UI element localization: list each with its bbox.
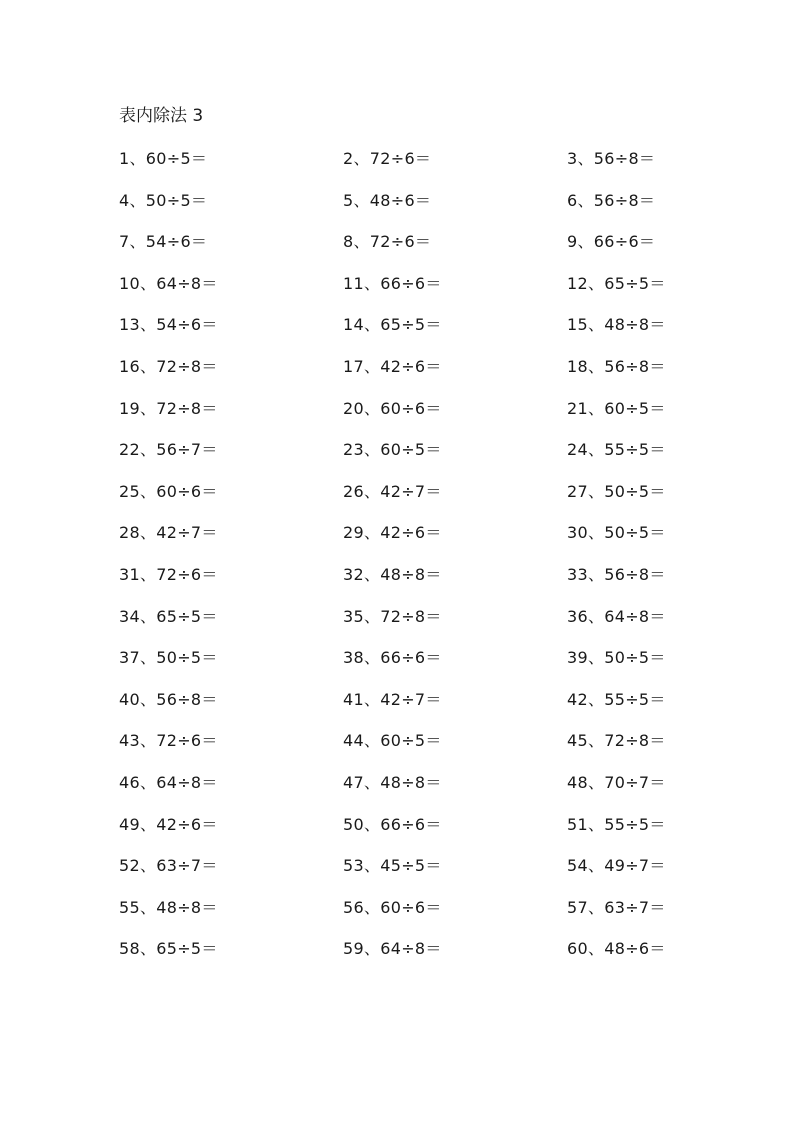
division-problem: 45、72÷8＝ [567,731,666,751]
division-problem: 7、54÷6＝ [119,232,208,252]
division-problem: 58、65÷5＝ [119,939,218,959]
division-problem: 40、56÷8＝ [119,689,218,709]
division-problem: 29、42÷6＝ [343,523,442,543]
division-problem: 59、64÷8＝ [343,939,442,959]
division-problem: 37、50÷5＝ [119,648,218,668]
division-problem: 54、49÷7＝ [567,856,666,876]
division-problem: 20、60÷6＝ [343,398,442,418]
division-problem: 35、72÷8＝ [343,606,442,626]
division-problem: 50、66÷6＝ [343,814,442,834]
division-problem: 15、48÷8＝ [567,315,666,335]
division-problem: 55、48÷8＝ [119,897,218,917]
division-problem: 4、50÷5＝ [119,190,208,210]
worksheet-title: 表内除法 3 [119,106,204,126]
division-problem: 21、60÷5＝ [567,398,666,418]
division-problem: 39、50÷5＝ [567,648,666,668]
division-problem: 3、56÷8＝ [567,149,656,168]
division-problem: 19、72÷8＝ [119,398,218,418]
division-problem: 41、42÷7＝ [343,689,442,709]
division-problem: 28、42÷7＝ [119,523,218,543]
division-problem: 33、56÷8＝ [567,564,666,584]
division-problem: 32、48÷8＝ [343,564,442,584]
division-problem: 49、42÷6＝ [119,814,218,834]
division-problem: 51、55÷5＝ [567,814,666,834]
division-problem: 24、55÷5＝ [567,440,666,460]
division-problem: 16、72÷8＝ [119,356,218,376]
division-problem: 25、60÷6＝ [119,481,218,501]
division-problem: 10、64÷8＝ [119,273,218,293]
division-problem: 44、60÷5＝ [343,731,442,751]
division-problem: 56、60÷6＝ [343,897,442,917]
division-problem: 34、65÷5＝ [119,606,218,626]
division-problem: 18、56÷8＝ [567,356,666,376]
division-problem: 5、48÷6＝ [343,190,432,210]
division-problem: 13、54÷6＝ [119,315,218,335]
division-problem: 46、64÷8＝ [119,772,218,792]
division-problem: 47、48÷8＝ [343,772,442,792]
problem-grid [119,147,719,979]
division-problem: 48、70÷7＝ [567,772,666,792]
division-problem: 43、72÷6＝ [119,731,218,751]
division-problem: 27、50÷5＝ [567,481,666,501]
division-problem: 30、50÷5＝ [567,523,666,543]
division-problem: 9、66÷6＝ [567,232,656,252]
division-problem: 57、63÷7＝ [567,897,666,917]
division-problem: 42、55÷5＝ [567,689,666,709]
division-problem: 2、72÷6＝ [343,149,432,168]
division-problem: 12、65÷5＝ [567,273,666,293]
division-problem: 1、60÷5＝ [119,149,208,168]
division-problem: 26、42÷7＝ [343,481,442,501]
division-problem: 23、60÷5＝ [343,440,442,460]
division-problem: 6、56÷8＝ [567,190,656,210]
division-problem: 17、42÷6＝ [343,356,442,376]
division-problem: 36、64÷8＝ [567,606,666,626]
division-problem: 22、56÷7＝ [119,440,218,460]
division-problem: 38、66÷6＝ [343,648,442,668]
division-problem: 60、48÷6＝ [567,939,666,959]
division-problem: 11、66÷6＝ [343,273,442,293]
division-problem: 31、72÷6＝ [119,564,218,584]
division-problem: 52、63÷7＝ [119,856,218,876]
division-problem: 14、65÷5＝ [343,315,442,335]
division-problem: 53、45÷5＝ [343,856,442,876]
division-problem: 8、72÷6＝ [343,232,432,252]
